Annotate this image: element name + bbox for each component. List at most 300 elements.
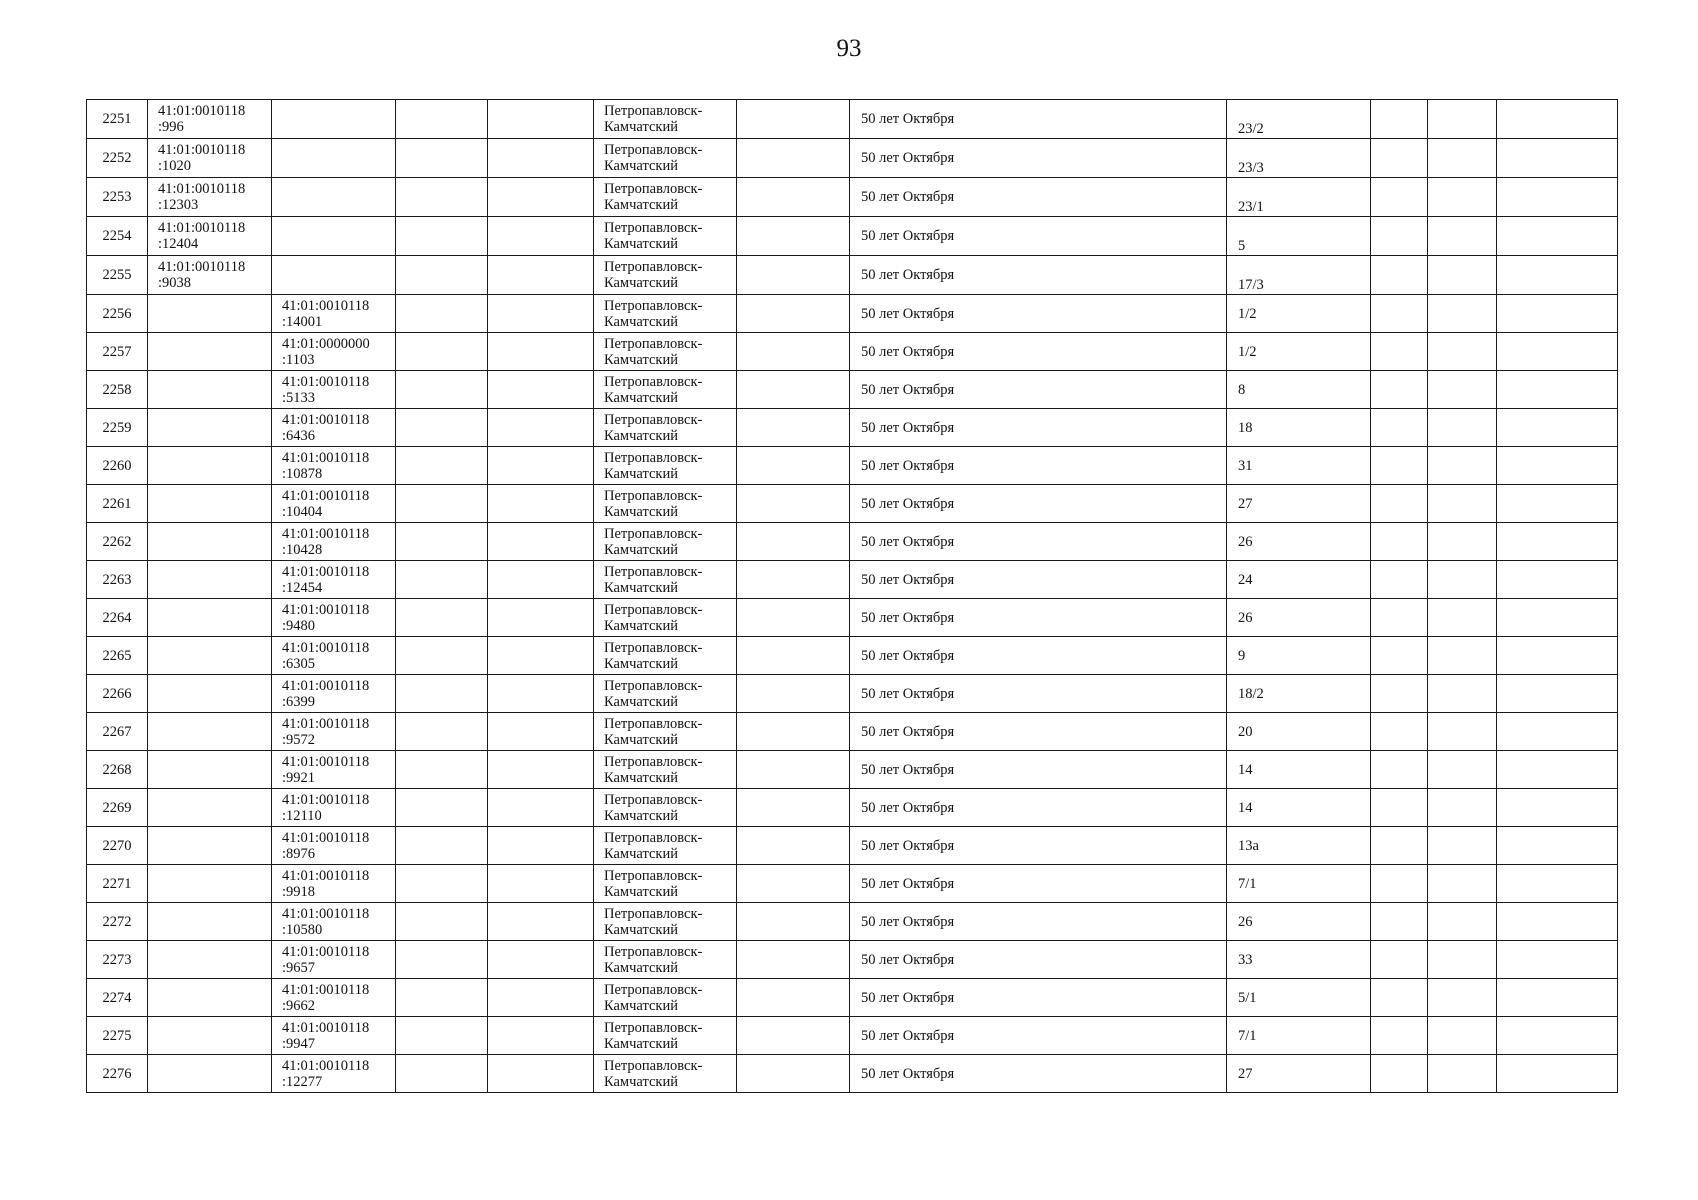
house-number-cell: [1227, 675, 1371, 713]
empty-cell: [1371, 599, 1428, 637]
row-number-cell: [87, 789, 148, 827]
empty-cell: [396, 561, 488, 599]
row-number: 2266: [102, 685, 132, 702]
empty-cell: [1428, 295, 1497, 333]
empty-cell: [396, 789, 488, 827]
row-number-cell: [87, 865, 148, 903]
city-cell: [594, 139, 737, 178]
cadastral-number-a-cell: [148, 1055, 272, 1093]
house-number: 18: [1238, 419, 1253, 436]
empty-cell: [1497, 599, 1618, 637]
house-number: 9: [1238, 647, 1246, 664]
house-number-cell: [1227, 865, 1371, 903]
table-row: [87, 333, 1618, 371]
empty-cell: [396, 1055, 488, 1093]
street-name: 50 лет Октября: [861, 989, 955, 1006]
cadastral-number-b-cell: [272, 599, 396, 637]
empty-cell: [488, 256, 594, 295]
cadastral-number-b-cell: [272, 333, 396, 371]
empty-cell: [1428, 903, 1497, 941]
house-number-cell: [1227, 409, 1371, 447]
empty-cell: [1371, 865, 1428, 903]
cadastral-number-b-cell: [272, 751, 396, 789]
cadastral-number-a-cell: [148, 675, 272, 713]
empty-cell: [488, 713, 594, 751]
street-cell: [850, 941, 1227, 979]
row-number-cell: [87, 100, 148, 139]
cadastral-number-b-line-2: :9657: [282, 959, 316, 976]
empty-cell: [737, 713, 850, 751]
empty-cell: [1428, 371, 1497, 409]
house-number: 27: [1238, 495, 1253, 512]
house-number: 14: [1238, 761, 1253, 778]
empty-cell: [737, 903, 850, 941]
empty-cell: [1497, 789, 1618, 827]
empty-cell: [1428, 256, 1497, 295]
house-number-cell: [1227, 827, 1371, 865]
cadastral-number-b-line-1: 41:01:0010118: [282, 981, 370, 998]
row-number-cell: [87, 178, 148, 217]
empty-cell: [1428, 675, 1497, 713]
city-line-2: Камчатский: [604, 275, 678, 291]
city-line-2: Камчатский: [604, 1035, 678, 1052]
street-cell: [850, 409, 1227, 447]
house-number-cell: [1227, 941, 1371, 979]
street-cell: [850, 178, 1227, 217]
empty-cell: [737, 139, 850, 178]
row-number-cell: [87, 599, 148, 637]
house-number-cell: [1227, 751, 1371, 789]
street-cell: [850, 100, 1227, 139]
street-cell: [850, 637, 1227, 675]
empty-cell: [1371, 675, 1428, 713]
street-name: 50 лет Октября: [861, 951, 955, 968]
empty-cell: [1497, 217, 1618, 256]
city-cell: [594, 485, 737, 523]
empty-cell: [1497, 713, 1618, 751]
table-row: [87, 903, 1618, 941]
cadastral-number-b-cell: [272, 447, 396, 485]
empty-cell: [396, 523, 488, 561]
row-number-cell: [87, 751, 148, 789]
city-line-1: Петропавловск-: [604, 335, 703, 352]
empty-cell: [737, 827, 850, 865]
empty-cell: [396, 941, 488, 979]
address-registry-table: [86, 99, 1618, 1093]
table-row: [87, 941, 1618, 979]
city-line-1: Петропавловск-: [604, 525, 703, 542]
empty-cell: [1371, 941, 1428, 979]
cadastral-number-b-line-1: 41:01:0010118: [282, 373, 370, 390]
row-number-cell: [87, 523, 148, 561]
city-line-1: Петропавловск-: [604, 1057, 703, 1074]
street-cell: [850, 447, 1227, 485]
empty-cell: [1428, 865, 1497, 903]
house-number: 23/1: [1238, 199, 1264, 215]
street-name: 50 лет Октября: [861, 1027, 955, 1044]
empty-cell: [488, 333, 594, 371]
empty-cell: [737, 178, 850, 217]
cadastral-number-b-line-1: 41:01:0010118: [282, 1057, 370, 1074]
city-cell: [594, 903, 737, 941]
cadastral-number-b-line-1: 41:01:0010118: [282, 677, 370, 694]
street-name: 50 лет Октября: [861, 837, 955, 854]
empty-cell: [1497, 447, 1618, 485]
empty-cell: [396, 1017, 488, 1055]
cadastral-number-a-cell: [148, 409, 272, 447]
empty-cell: [1371, 523, 1428, 561]
row-number-cell: [87, 561, 148, 599]
empty-cell: [737, 561, 850, 599]
city-line-2: Камчатский: [604, 731, 678, 748]
empty-cell: [396, 827, 488, 865]
street-name: 50 лет Октября: [861, 571, 955, 588]
empty-cell: [488, 827, 594, 865]
row-number-cell: [87, 295, 148, 333]
house-number-cell: [1227, 295, 1371, 333]
cadastral-number-b-line-1: 41:01:0010118: [282, 297, 370, 314]
house-number: 24: [1238, 571, 1253, 588]
table-row: [87, 713, 1618, 751]
city-line-2: Камчатский: [604, 845, 678, 862]
cadastral-number-a-cell: [148, 599, 272, 637]
house-number-cell: [1227, 637, 1371, 675]
street-name: 50 лет Октября: [861, 723, 955, 740]
house-number-cell: [1227, 217, 1371, 256]
city-cell: [594, 979, 737, 1017]
city-line-1: Петропавловск-: [604, 411, 703, 428]
empty-cell: [1371, 178, 1428, 217]
city-line-1: Петропавловск-: [604, 563, 703, 580]
empty-cell: [488, 371, 594, 409]
street-cell: [850, 751, 1227, 789]
empty-cell: [488, 523, 594, 561]
cadastral-number-a-cell: [148, 371, 272, 409]
empty-cell: [488, 217, 594, 256]
cadastral-number-a-line-2: :12303: [158, 197, 199, 213]
empty-cell: [396, 295, 488, 333]
street-cell: [850, 523, 1227, 561]
empty-cell: [396, 409, 488, 447]
cadastral-number-a-cell: [148, 827, 272, 865]
house-number: 1/2: [1238, 305, 1257, 322]
empty-cell: [1428, 139, 1497, 178]
empty-cell: [1371, 100, 1428, 139]
cadastral-number-b-cell: [272, 217, 396, 256]
cadastral-number-b-cell: [272, 1017, 396, 1055]
row-number: 2268: [102, 761, 132, 778]
empty-cell: [1497, 139, 1618, 178]
cadastral-number-a-cell: [148, 485, 272, 523]
city-line-2: Камчатский: [604, 1073, 678, 1090]
cadastral-number-a-cell: [148, 256, 272, 295]
house-number-cell: [1227, 561, 1371, 599]
empty-cell: [737, 217, 850, 256]
empty-cell: [1497, 751, 1618, 789]
table-row: [87, 675, 1618, 713]
cadastral-number-b-line-2: :9918: [282, 883, 316, 900]
cadastral-number-b-line-1: 41:01:0010118: [282, 791, 370, 808]
cadastral-number-a-cell: [148, 865, 272, 903]
cadastral-number-b-line-1: 41:01:0010118: [282, 449, 370, 466]
cadastral-number-b-line-1: 41:01:0010118: [282, 525, 370, 542]
empty-cell: [1428, 637, 1497, 675]
cadastral-number-b-line-1: 41:01:0010118: [282, 639, 370, 656]
cadastral-number-b-line-1: 41:01:0010118: [282, 1019, 370, 1036]
city-line-2: Камчатский: [604, 997, 678, 1014]
cadastral-number-a-cell: [148, 561, 272, 599]
row-number-cell: [87, 713, 148, 751]
empty-cell: [1428, 979, 1497, 1017]
row-number-cell: [87, 941, 148, 979]
cadastral-number-b-cell: [272, 485, 396, 523]
street-cell: [850, 217, 1227, 256]
house-number: 26: [1238, 533, 1253, 550]
cadastral-number-b-line-2: :9662: [282, 997, 316, 1014]
row-number-cell: [87, 256, 148, 295]
street-cell: [850, 295, 1227, 333]
house-number: 23/2: [1238, 121, 1264, 137]
empty-cell: [396, 903, 488, 941]
city-cell: [594, 599, 737, 637]
house-number: 14: [1238, 799, 1253, 816]
city-cell: [594, 675, 737, 713]
cadastral-number-a-line-2: :12404: [158, 236, 199, 252]
row-number: 2257: [102, 343, 132, 360]
house-number-cell: [1227, 599, 1371, 637]
empty-cell: [737, 523, 850, 561]
cadastral-number-b-line-1: 41:01:0010118: [282, 905, 370, 922]
empty-cell: [737, 409, 850, 447]
empty-cell: [488, 409, 594, 447]
city-line-1: Петропавловск-: [604, 639, 703, 656]
empty-cell: [396, 713, 488, 751]
city-line-1: Петропавловск-: [604, 753, 703, 770]
empty-cell: [1371, 485, 1428, 523]
empty-cell: [1371, 217, 1428, 256]
house-number-cell: [1227, 979, 1371, 1017]
cadastral-number-b-cell: [272, 865, 396, 903]
row-number-cell: [87, 217, 148, 256]
empty-cell: [396, 371, 488, 409]
city-cell: [594, 789, 737, 827]
house-number: 5: [1238, 238, 1246, 254]
empty-cell: [1497, 941, 1618, 979]
street-name: 50 лет Октября: [861, 305, 955, 322]
house-number-cell: [1227, 713, 1371, 751]
empty-cell: [1497, 256, 1618, 295]
row-number: 2270: [102, 837, 132, 854]
empty-cell: [488, 865, 594, 903]
row-number: 2272: [102, 913, 132, 930]
street-name: 50 лет Октября: [861, 875, 955, 892]
street-cell: [850, 713, 1227, 751]
row-number-cell: [87, 675, 148, 713]
cadastral-number-a-cell: [148, 751, 272, 789]
city-line-2: Камчатский: [604, 921, 678, 938]
row-number-cell: [87, 447, 148, 485]
empty-cell: [1428, 485, 1497, 523]
empty-cell: [1497, 1017, 1618, 1055]
city-line-2: Камчатский: [604, 197, 678, 213]
empty-cell: [1497, 100, 1618, 139]
empty-cell: [396, 139, 488, 178]
row-number: 2264: [102, 609, 132, 626]
cadastral-number-a-cell: [148, 903, 272, 941]
cadastral-number-b-cell: [272, 256, 396, 295]
empty-cell: [737, 979, 850, 1017]
city-line-2: Камчатский: [604, 617, 678, 634]
empty-cell: [1497, 903, 1618, 941]
empty-cell: [737, 675, 850, 713]
cadastral-number-a-cell: [148, 178, 272, 217]
cadastral-number-b-line-2: :9480: [282, 617, 316, 634]
empty-cell: [1428, 409, 1497, 447]
city-cell: [594, 333, 737, 371]
row-number: 2252: [102, 150, 132, 166]
cadastral-number-b-line-2: :12277: [282, 1073, 323, 1090]
city-line-2: Камчатский: [604, 883, 678, 900]
empty-cell: [1497, 409, 1618, 447]
house-number-cell: [1227, 789, 1371, 827]
empty-cell: [488, 447, 594, 485]
cadastral-number-b-cell: [272, 561, 396, 599]
empty-cell: [1497, 865, 1618, 903]
empty-cell: [1371, 561, 1428, 599]
empty-cell: [737, 295, 850, 333]
street-name: 50 лет Октября: [861, 495, 955, 512]
empty-cell: [488, 178, 594, 217]
house-number: 8: [1238, 381, 1246, 398]
cadastral-number-a-cell: [148, 789, 272, 827]
city-line-2: Камчатский: [604, 541, 678, 558]
empty-cell: [396, 599, 488, 637]
row-number: 2253: [102, 189, 132, 205]
street-cell: [850, 256, 1227, 295]
empty-cell: [737, 256, 850, 295]
cadastral-number-b-line-2: :9572: [282, 731, 316, 748]
empty-cell: [1371, 333, 1428, 371]
empty-cell: [488, 637, 594, 675]
cadastral-number-b-line-2: :6436: [282, 427, 316, 444]
house-number: 5/1: [1238, 989, 1257, 1006]
street-name: 50 лет Октября: [861, 685, 955, 702]
cadastral-number-b-cell: [272, 637, 396, 675]
house-number: 26: [1238, 609, 1253, 626]
cadastral-number-b-line-2: :9921: [282, 769, 316, 786]
cadastral-number-b-cell: [272, 827, 396, 865]
empty-cell: [488, 979, 594, 1017]
street-name: 50 лет Октября: [861, 609, 955, 626]
house-number-cell: [1227, 178, 1371, 217]
city-line-2: Камчатский: [604, 389, 678, 406]
table-row: [87, 979, 1618, 1017]
row-number-cell: [87, 333, 148, 371]
empty-cell: [737, 100, 850, 139]
city-cell: [594, 447, 737, 485]
empty-cell: [1428, 789, 1497, 827]
city-line-1: Петропавловск-: [604, 715, 703, 732]
empty-cell: [396, 178, 488, 217]
cadastral-number-b-line-1: 41:01:0010118: [282, 715, 370, 732]
cadastral-number-a-cell: [148, 979, 272, 1017]
empty-cell: [1371, 827, 1428, 865]
city-cell: [594, 751, 737, 789]
empty-cell: [488, 789, 594, 827]
row-number-cell: [87, 371, 148, 409]
street-cell: [850, 599, 1227, 637]
street-name: 50 лет Октября: [861, 457, 955, 474]
city-cell: [594, 100, 737, 139]
cadastral-number-b-cell: [272, 789, 396, 827]
empty-cell: [396, 333, 488, 371]
empty-cell: [396, 979, 488, 1017]
empty-cell: [488, 1055, 594, 1093]
row-number: 2256: [102, 305, 132, 322]
empty-cell: [1497, 561, 1618, 599]
empty-cell: [1497, 295, 1618, 333]
city-line-1: Петропавловск-: [604, 142, 703, 158]
city-line-1: Петропавловск-: [604, 259, 703, 275]
city-line-2: Камчатский: [604, 769, 678, 786]
empty-cell: [1371, 409, 1428, 447]
city-line-2: Камчатский: [604, 158, 678, 174]
city-line-1: Петропавловск-: [604, 220, 703, 236]
city-cell: [594, 637, 737, 675]
city-line-2: Камчатский: [604, 119, 678, 135]
city-line-2: Камчатский: [604, 655, 678, 672]
empty-cell: [1428, 941, 1497, 979]
city-line-1: Петропавловск-: [604, 905, 703, 922]
house-number-cell: [1227, 371, 1371, 409]
empty-cell: [1428, 217, 1497, 256]
city-line-1: Петропавловск-: [604, 601, 703, 618]
cadastral-number-b-cell: [272, 523, 396, 561]
city-line-2: Камчатский: [604, 236, 678, 252]
street-name: 50 лет Октября: [861, 228, 955, 244]
cadastral-number-b-line-2: :9947: [282, 1035, 316, 1052]
cadastral-number-b-line-1: 41:01:0010118: [282, 563, 370, 580]
empty-cell: [488, 903, 594, 941]
cadastral-number-a-line-1: 41:01:0010118: [158, 142, 246, 158]
cadastral-number-b-line-2: :12110: [282, 807, 322, 824]
city-line-1: Петропавловск-: [604, 487, 703, 504]
row-number: 2263: [102, 571, 132, 588]
house-number: 23/3: [1238, 160, 1264, 176]
house-number: 17/3: [1238, 277, 1264, 293]
street-name: 50 лет Октября: [861, 150, 955, 166]
empty-cell: [1497, 979, 1618, 1017]
empty-cell: [488, 1017, 594, 1055]
cadastral-number-b-line-2: :14001: [282, 313, 323, 330]
table-row: [87, 523, 1618, 561]
house-number-cell: [1227, 256, 1371, 295]
empty-cell: [1428, 333, 1497, 371]
cadastral-number-b-line-2: :8976: [282, 845, 316, 862]
empty-cell: [737, 941, 850, 979]
cadastral-number-a-cell: [148, 1017, 272, 1055]
empty-cell: [1371, 979, 1428, 1017]
house-number: 26: [1238, 913, 1253, 930]
empty-cell: [396, 447, 488, 485]
cadastral-number-a-cell: [148, 637, 272, 675]
table-row: [87, 1055, 1618, 1093]
cadastral-number-b-line-2: :5133: [282, 389, 316, 406]
house-number-cell: [1227, 333, 1371, 371]
row-number-cell: [87, 1017, 148, 1055]
cadastral-number-a-line-1: 41:01:0010118: [158, 220, 246, 236]
table-row: [87, 447, 1618, 485]
